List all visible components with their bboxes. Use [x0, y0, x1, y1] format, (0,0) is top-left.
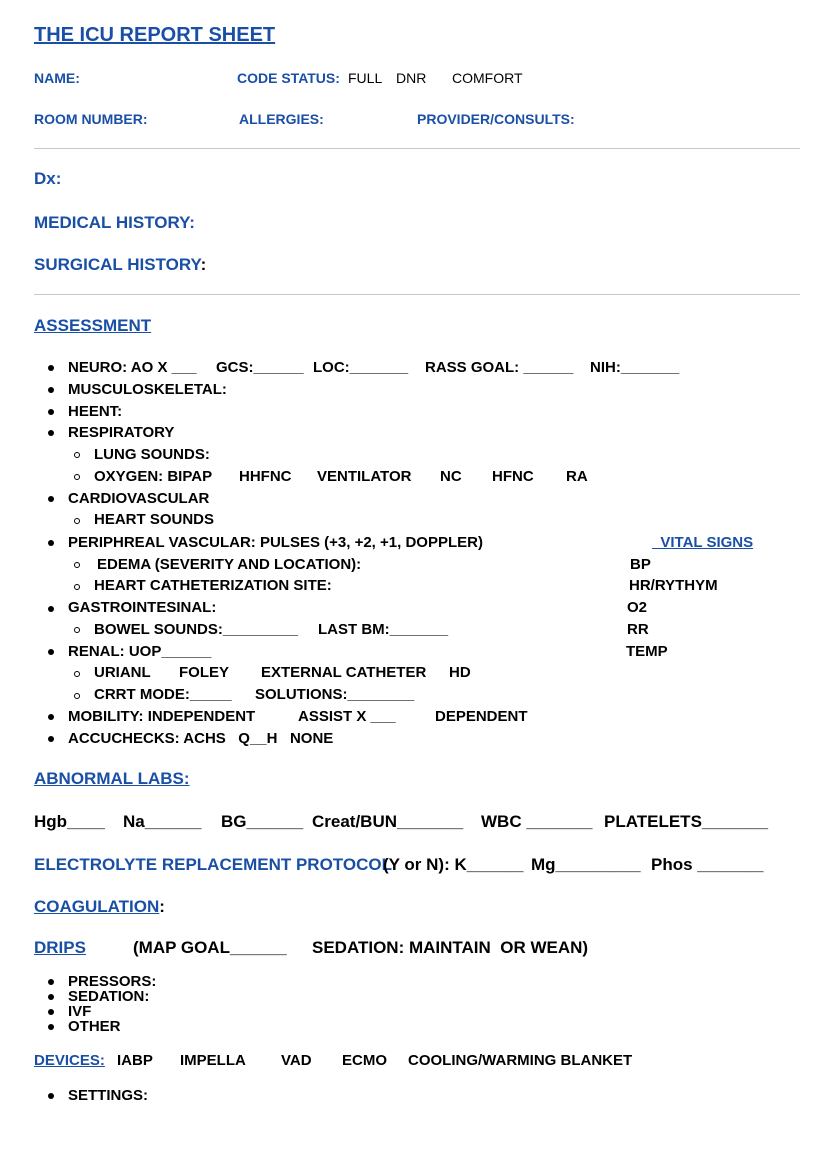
bullet [48, 1009, 54, 1015]
lab-wbc: WBC _______ [481, 812, 593, 831]
device-impella: IMPELLA [180, 1052, 246, 1069]
neuro-gcs: GCS:______ [216, 359, 304, 376]
mobility-assist: ASSIST X ___ [298, 708, 396, 725]
renal-urinal: URIANL [94, 664, 151, 681]
drips-heading: DRIPS [34, 938, 86, 957]
electrolyte-k: (Y or N): K______ [383, 855, 524, 874]
neuro-ao: NEURO: AO X ___ [68, 359, 197, 376]
renal-hd: HD [449, 664, 471, 681]
gastrointestinal-label: GASTROINTESINAL: [68, 599, 217, 616]
edema-label: EDEMA (SEVERITY AND LOCATION): [97, 556, 362, 573]
bullet [48, 1093, 54, 1099]
bullet [48, 994, 54, 1000]
mobility-independent: MOBILITY: INDEPENDENT [68, 708, 256, 725]
electrolyte-mg: Mg_________ [531, 855, 641, 874]
code-option-full: FULL [348, 70, 383, 86]
vital-o2: O2 [627, 599, 648, 616]
vital-rr: RR [627, 621, 649, 638]
name-label: NAME: [34, 70, 80, 86]
heart-sounds-label: HEART SOUNDS [94, 511, 215, 528]
crrt-mode: CRRT MODE:_____ [94, 686, 232, 703]
bullet [48, 365, 54, 371]
vital-hr-rhythm: HR/RYTHYM [629, 577, 718, 594]
vital-temp: TEMP [626, 643, 668, 660]
coagulation-heading: COAGULATION: [34, 897, 165, 916]
provider-consults-label: PROVIDER/CONSULTS: [417, 111, 575, 127]
oxygen-ra: RA [566, 468, 588, 485]
drip-pressors: PRESSORS: [68, 973, 157, 990]
renal-foley: FOLEY [179, 664, 230, 681]
peripheral-vascular-label: PERIPHREAL VASCULAR: PULSES (+3, +2, +1, DOPPLER) [68, 534, 483, 551]
accuchecks: ACCUCHECKS: ACHS Q__H NONE [68, 730, 334, 747]
lab-platelets: PLATELETS_______ [604, 812, 769, 831]
code-option-dnr: DNR [396, 70, 427, 86]
lab-bg: BG______ [221, 812, 304, 831]
medical-history-label: MEDICAL HISTORY: [34, 213, 195, 232]
oxygen-hhfnc: HHFNC [239, 468, 292, 485]
lung-sounds-label: LUNG SOUNDS: [94, 446, 210, 463]
electrolyte-protocol-label: ELECTROLYTE REPLACEMENT PROTOCOL [34, 855, 392, 874]
lab-hgb: Hgb____ [34, 812, 105, 831]
renal-external-catheter: EXTERNAL CATHETER [261, 664, 427, 681]
device-cooling-warming-blanket: COOLING/WARMING BLANKET [408, 1052, 633, 1069]
drip-other: OTHER [68, 1018, 121, 1035]
neuro-nih: NIH:_______ [590, 359, 680, 376]
bullet [48, 1024, 54, 1030]
sub-bullet [74, 518, 80, 524]
allergies-label: ALLERGIES: [239, 111, 324, 127]
musculoskeletal-label: MUSCULOSKELETAL: [68, 381, 227, 398]
devices-heading: DEVICES: [34, 1052, 105, 1069]
abnormal-labs-heading: ABNORMAL LABS: [34, 769, 190, 788]
code-status-label: CODE STATUS: [237, 70, 340, 86]
heent-label: HEENT: [68, 403, 123, 420]
page-title: THE ICU REPORT SHEET [34, 24, 276, 46]
bullet [48, 606, 54, 612]
drip-ivf: IVF [68, 1003, 92, 1020]
bullet [48, 387, 54, 393]
oxygen-bipap: OXYGEN: BIPAP [94, 468, 213, 485]
bullet [48, 540, 54, 546]
bullet [48, 979, 54, 985]
sub-bullet [74, 474, 80, 480]
device-vad: VAD [281, 1052, 312, 1069]
neuro-loc: LOC:_______ [313, 359, 409, 376]
bullet [48, 736, 54, 742]
bowel-sounds: BOWEL SOUNDS:_________ [94, 621, 298, 638]
electrolyte-phos: Phos _______ [651, 855, 764, 874]
cardiovascular-label: CARDIOVASCULAR [68, 490, 210, 507]
lab-creat-bun: Creat/BUN_______ [312, 812, 464, 831]
bullet [48, 714, 54, 720]
neuro-rass-goal: RASS GOAL: ______ [425, 359, 574, 376]
sedation-maintain-wean: SEDATION: MAINTAIN OR WEAN) [312, 938, 589, 957]
bullet [48, 496, 54, 502]
last-bm: LAST BM:_______ [318, 621, 449, 638]
mobility-dependent: DEPENDENT [435, 708, 528, 725]
sub-bullet [74, 693, 80, 699]
map-goal: (MAP GOAL______ [133, 938, 287, 957]
sub-bullet [74, 452, 80, 458]
surgical-history-label: SURGICAL HISTORY: [34, 255, 207, 274]
drip-sedation: SEDATION: [68, 988, 150, 1005]
renal-uop: RENAL: UOP______ [68, 643, 212, 660]
vital-bp: BP [630, 556, 651, 573]
divider [34, 294, 800, 295]
code-option-comfort: COMFORT [452, 70, 523, 86]
lab-na: Na______ [123, 812, 202, 831]
vital-signs-heading: _VITAL SIGNS [652, 534, 754, 551]
oxygen-nc: NC [440, 468, 462, 485]
assessment-heading: ASSESSMENT [34, 316, 152, 335]
sub-bullet [74, 562, 80, 568]
oxygen-hfnc: HFNC [492, 468, 534, 485]
sub-bullet [74, 671, 80, 677]
sub-bullet [74, 584, 80, 590]
settings-label: SETTINGS: [68, 1087, 149, 1104]
crrt-solutions: SOLUTIONS:________ [255, 686, 415, 703]
oxygen-ventilator: VENTILATOR [317, 468, 412, 485]
bullet [48, 409, 54, 415]
bullet [48, 430, 54, 436]
bullet [48, 649, 54, 655]
device-ecmo: ECMO [342, 1052, 387, 1069]
respiratory-label: RESPIRATORY [68, 424, 175, 441]
sub-bullet [74, 627, 80, 633]
dx-label: Dx: [34, 169, 62, 188]
heart-cath-site-label: HEART CATHETERIZATION SITE: [94, 577, 332, 594]
room-number-label: ROOM NUMBER: [34, 111, 148, 127]
device-iabp: IABP [117, 1052, 153, 1069]
divider [34, 148, 800, 149]
